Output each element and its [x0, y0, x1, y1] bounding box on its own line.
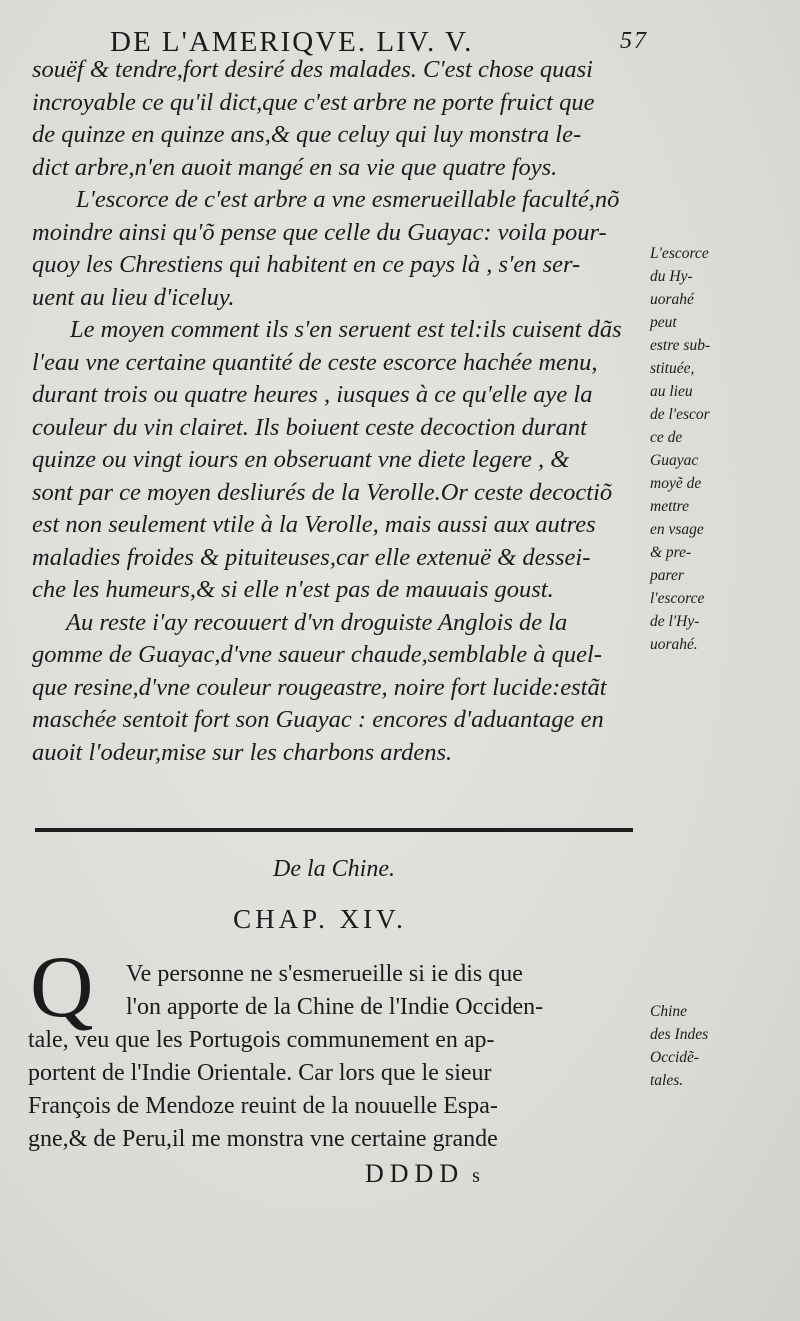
margin-note-line: Occidẽ-	[650, 1049, 700, 1066]
text-line: couleur du vin clairet. Ils boiuent ceste decoction durant	[32, 413, 587, 441]
margin-note-line: l'escorce	[650, 590, 705, 607]
text-line: Ve personne ne s'esmerueille si ie dis que	[126, 961, 523, 987]
text-line: tale, veu que les Portugois communement en ap-	[28, 1027, 495, 1053]
text-line: l'on apporte de la Chine de l'Indie Occiden-	[126, 994, 544, 1020]
margin-note-line: estre sub-	[650, 337, 711, 354]
text-line: moindre ainsi qu'õ pense que celle du Guayac: voila pour-	[32, 218, 607, 246]
text-line: dict arbre,n'en auoit mangé en sa vie que quatre foys.	[32, 153, 558, 181]
margin-note-line: du Hy-	[650, 268, 693, 285]
text-line: François de Mendoze reuint de la nouuelle Espa-	[28, 1093, 498, 1119]
margin-note-line: parer	[650, 567, 684, 584]
margin-note-line: Guayac	[650, 452, 699, 469]
signature-letters: DDDD	[365, 1159, 465, 1188]
margin-note-line: de l'escor	[650, 406, 710, 423]
margin-note-line: peut	[650, 314, 677, 331]
margin-note-line: de l'Hy-	[650, 613, 700, 630]
margin-note-line: stituée,	[650, 360, 695, 377]
margin-note-line: au lieu	[650, 383, 693, 400]
margin-note-line: & pre-	[650, 544, 692, 561]
text-line: maschée sentoit fort son Guayac : encores d'aduantage en	[32, 706, 604, 733]
text-line: gomme de Guayac,d'vne saueur chaude,semblable à quel-	[32, 641, 602, 668]
text-line: durant trois ou quatre heures , iusques à ce qu'elle aye la	[32, 381, 593, 408]
margin-note-line: ce de	[650, 429, 683, 446]
text-line: che les humeurs,& si elle n'est pas de mauuais goust.	[32, 576, 554, 603]
text-line: de quinze en quinze ans,& que celuy qui luy monstra le-	[32, 121, 582, 148]
page-number: 57	[620, 28, 648, 54]
text-line: gne,& de Peru,il me monstra vne certaine grande	[28, 1126, 498, 1152]
text-line: que resine,d'vne couleur rougeastre, noire fort lucide:estãt	[32, 673, 607, 701]
margin-note-line: tales.	[650, 1072, 684, 1089]
text-line: Le moyen comment ils s'en seruent est tel:ils cuisent dãs	[70, 316, 622, 343]
text-line: L'escorce de c'est arbre a vne esmerueillable faculté,nõ	[76, 186, 620, 213]
text-line: souëf & tendre,fort desiré des malades. C'est chose quasi	[32, 56, 593, 83]
italic-body-text	[32, 54, 642, 769]
drop-cap: Q	[30, 939, 94, 1036]
text-line: sont par ce moyen desliurés de la Verolle.Or ceste decoctiõ	[32, 478, 613, 506]
margin-note-line: moyẽ de	[650, 475, 702, 492]
margin-note-line: mettre	[650, 498, 690, 515]
margin-note-line: uorahé	[650, 291, 694, 308]
chapter-title: De la Chine.	[273, 856, 395, 882]
margin-note-line: Chine	[650, 1003, 688, 1020]
text-line: est non seulement vtile à la Verolle, mais aussi aux autres	[32, 511, 596, 538]
text-line: quoy les Chrestiens qui habitent en ce pays là , s'en ser-	[32, 251, 581, 278]
margin-note-hyuorahe	[650, 242, 710, 656]
margin-note-chine	[650, 1000, 708, 1092]
text-line: l'eau vne certaine quantité de ceste escorce hachée menu,	[32, 348, 598, 376]
text-line: maladies froides & pituiteuses,car elle extenuë & dessei-	[32, 543, 591, 571]
section-rule	[35, 828, 633, 832]
text-line: uent au lieu d'iceluy.	[32, 283, 235, 311]
text-line: auoit l'odeur,mise sur les charbons ardens.	[32, 738, 453, 766]
running-title: DE L'AMERIQVE. LIV. V.	[110, 26, 474, 58]
margin-note-line: uorahé.	[650, 636, 698, 653]
text-line: portent de l'Indie Orientale. Car lors que le sieur	[28, 1060, 492, 1086]
signature-mark	[365, 1159, 480, 1189]
catchword: s	[472, 1165, 480, 1187]
margin-note-line: en vsage	[650, 521, 704, 538]
margin-note-line: L'escorce	[650, 245, 709, 262]
text-line: quinze ou vingt iours en obseruant vne diete legere , &	[32, 446, 570, 473]
text-line: incroyable ce qu'il dict,que c'est arbre ne porte fruict que	[32, 88, 595, 116]
chapter-number: CHAP. XIV.	[233, 904, 407, 934]
margin-note-line: des Indes	[650, 1026, 709, 1043]
text-line: Au reste i'ay recouuert d'vn droguiste Anglois de la	[66, 608, 568, 636]
roman-body-text	[28, 958, 642, 1156]
